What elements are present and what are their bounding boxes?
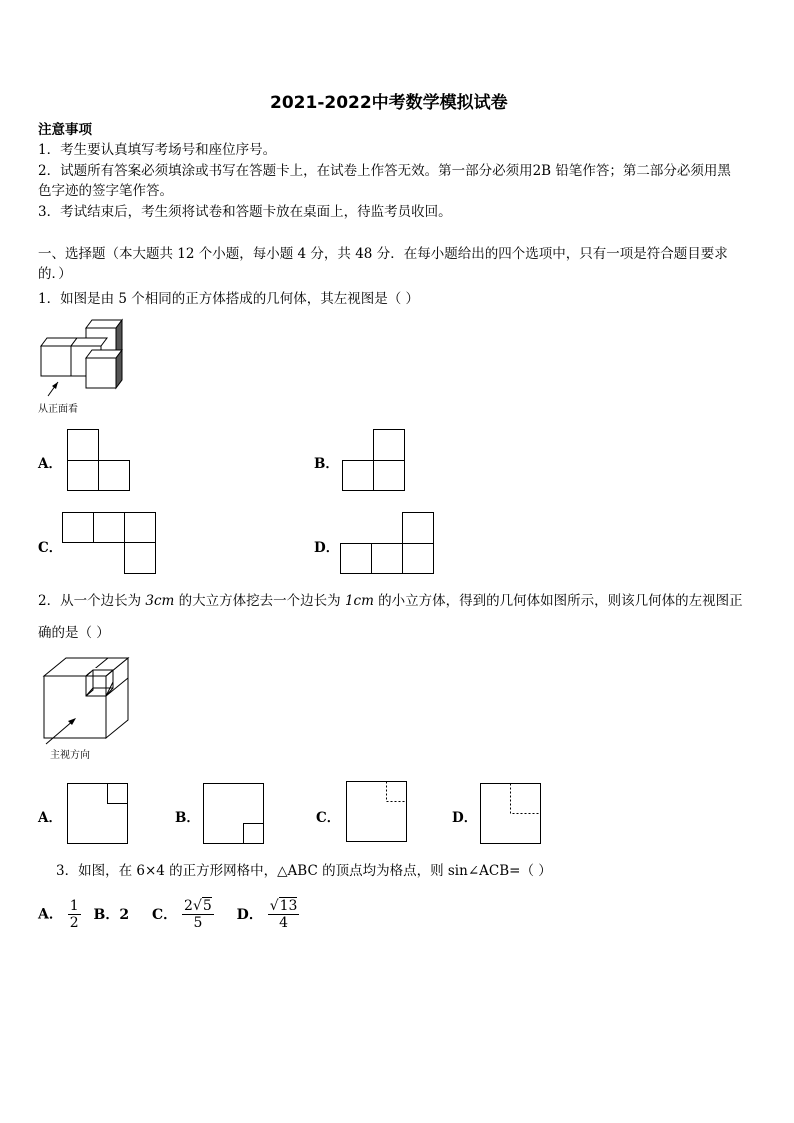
q2-option-d-figure — [480, 783, 542, 845]
notice-item: 3．考试结束后，考生须将试卷和答题卡放在桌面上，待监考员收回。 — [38, 204, 452, 220]
q3-c-radicand: 5 — [202, 898, 212, 914]
q1-caption: 从正面看 — [38, 404, 78, 415]
q2-option-c-label[interactable]: C． — [316, 810, 341, 826]
section-heading-cont: 的．） — [38, 266, 72, 282]
q3-a-numerator: 1 — [69, 898, 79, 914]
q2-caption: 主视方向 — [50, 750, 90, 761]
q1-option-c-figure — [62, 512, 156, 575]
q3-c-coef: 2 — [184, 898, 193, 914]
section-heading: 一、选择题（本大题共 12 个小题，每小题 4 分，共 48 分．在每小题给出的四个选项中，只有一项是符合题目要求 — [38, 246, 728, 262]
page-title: 2021-2022中考数学模拟试卷 — [270, 93, 508, 113]
q2-option-d-label[interactable]: D． — [452, 810, 478, 826]
q1-option-c-label[interactable]: C． — [38, 540, 63, 556]
q3-d-denominator: 4 — [279, 915, 289, 931]
q1-option-b-label[interactable]: B． — [314, 456, 339, 472]
q1-option-a-label[interactable]: A． — [38, 456, 62, 472]
q3-option-b-label[interactable]: B．2 — [93, 906, 130, 923]
q3-d-numerator: √13 — [269, 898, 298, 914]
q3-a-denominator: 2 — [69, 915, 79, 931]
question-1-stem: 1．如图是由 5 个相同的正方体搭成的几何体，其左视图是（ ） — [38, 291, 420, 307]
question-2-stem — [38, 591, 743, 611]
question-3-stem: 3．如图，在 6×4 的正方形网格中，△ABC 的顶点均为格点，则 sin∠ACB=（ ） — [56, 863, 552, 879]
q2-option-b-figure — [203, 783, 265, 845]
q2-cube-figure — [36, 654, 136, 746]
q2-stem-part: 的大立方体挖去一个边长为 — [174, 593, 345, 609]
q3-option-c-label[interactable]: C． — [152, 906, 178, 923]
q1-option-d-figure — [340, 512, 434, 575]
q3-option-d-label[interactable]: D． — [236, 906, 263, 923]
q2-stem-part: 2．从一个边长为 — [38, 593, 146, 609]
q3-c-numerator: 2√5 — [184, 898, 212, 914]
notice-heading: 注意事项 — [38, 122, 92, 138]
q2-option-b-label[interactable]: B． — [175, 810, 200, 826]
q3-d-radicand: 13 — [279, 898, 298, 914]
q2-value-1cm: 1cm — [344, 593, 374, 609]
q2-option-c-figure — [346, 781, 408, 843]
q2-stem-part: 的小立方体，得到的几何体如图所示，则该几何体的左视图正 — [373, 593, 743, 609]
q3-option-d-fraction — [268, 898, 300, 931]
q3-option-a-fraction — [68, 898, 81, 931]
question-2-stem-cont: 确的是（ ） — [38, 625, 110, 641]
notice-item: 色字迹的签字笔作答。 — [38, 183, 173, 199]
notice-item: 1．考生要认真填写考场号和座位序号。 — [38, 142, 277, 158]
q1-option-d-label[interactable]: D． — [314, 540, 340, 556]
notice-item: 2．试题所有答案必须填涂或书写在答题卡上，在试卷上作答无效。第一部分必须用2B 铅笔作答；第二部分必须用黑 — [38, 163, 731, 179]
q2-option-a-label[interactable]: A． — [38, 810, 62, 826]
q2-option-a-figure — [67, 783, 129, 845]
q3-c-denominator: 5 — [193, 915, 203, 931]
q1-option-b-figure — [342, 429, 406, 492]
q2-value-3cm: 3cm — [145, 593, 175, 609]
q3-option-a-label[interactable]: A． — [38, 906, 63, 923]
q1-option-a-figure — [67, 429, 131, 492]
q3-options — [38, 898, 299, 931]
q3-option-c-fraction — [182, 898, 214, 931]
